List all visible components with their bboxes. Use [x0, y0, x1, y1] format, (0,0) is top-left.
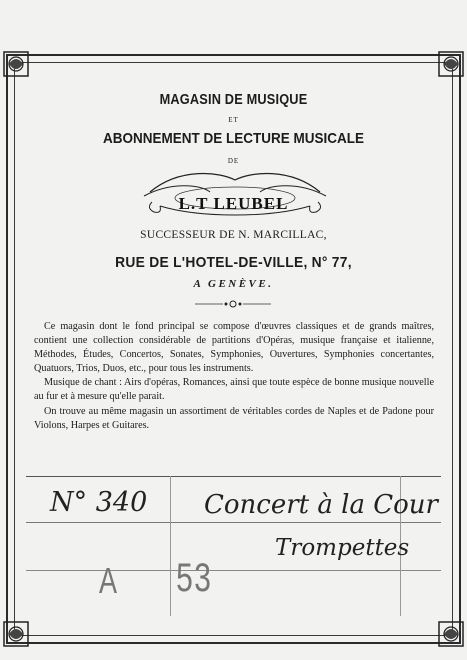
conjunction-et: ET — [228, 116, 239, 124]
shop-city: A GENÈVE. — [193, 278, 274, 290]
description-paragraph: On trouve au même magasin un assortiment de véritables cordes de Naples et de Padone pour Violons, Harpes et Guitares. — [34, 405, 434, 431]
ornamental-divider-icon — [193, 298, 273, 310]
shop-title: MAGASIN DE MUSIQUE — [159, 92, 308, 108]
corner-ornament-icon — [2, 620, 30, 648]
ledger-column-rule — [170, 476, 171, 616]
conjunction-de: DE — [227, 157, 240, 165]
proprietor-name: L.T LEUBEL — [178, 194, 289, 213]
ledger-rule — [26, 570, 441, 571]
ledger-rule — [26, 522, 441, 523]
corner-ornament-icon — [437, 50, 465, 78]
handwritten-work-title: Concert à la Cour — [204, 490, 438, 520]
handwritten-catalog-number: N° 340 — [50, 487, 148, 518]
corner-ornament-icon — [437, 620, 465, 648]
shop-description — [34, 320, 434, 433]
description-paragraph: Musique de chant : Airs d'opéras, Romances, ainsi que toute espèce de bonne musique nouvelle au fur et à mesure qu'elle parait. — [34, 377, 434, 403]
stamped-number: 53 — [176, 556, 213, 600]
corner-ornament-icon — [2, 50, 30, 78]
ledger-rule — [26, 476, 441, 477]
successor-line: SUCCESSEUR DE N. MARCILLAC, — [140, 229, 327, 241]
shop-address: RUE DE L'HOTEL-DE-VILLE, N° 77, — [115, 254, 352, 271]
stamped-letter: A — [99, 560, 118, 601]
description-paragraph: Ce magasin dont le fond principal se compose d'œuvres classiques et de grands maîtres, contient une collection considérable de partitions d'Opéras, musique française et italienne, Méthodes, Études, Concertos, Sonates, Symphonies, Ouvertures, Symphonies concertantes, Quatuors, Trios, Duos, etc., pour tous les instruments. — [34, 321, 434, 375]
handwritten-instrument: Trompettes — [275, 535, 410, 561]
subscription-title: ABONNEMENT DE LECTURE MUSICALE — [102, 130, 365, 147]
